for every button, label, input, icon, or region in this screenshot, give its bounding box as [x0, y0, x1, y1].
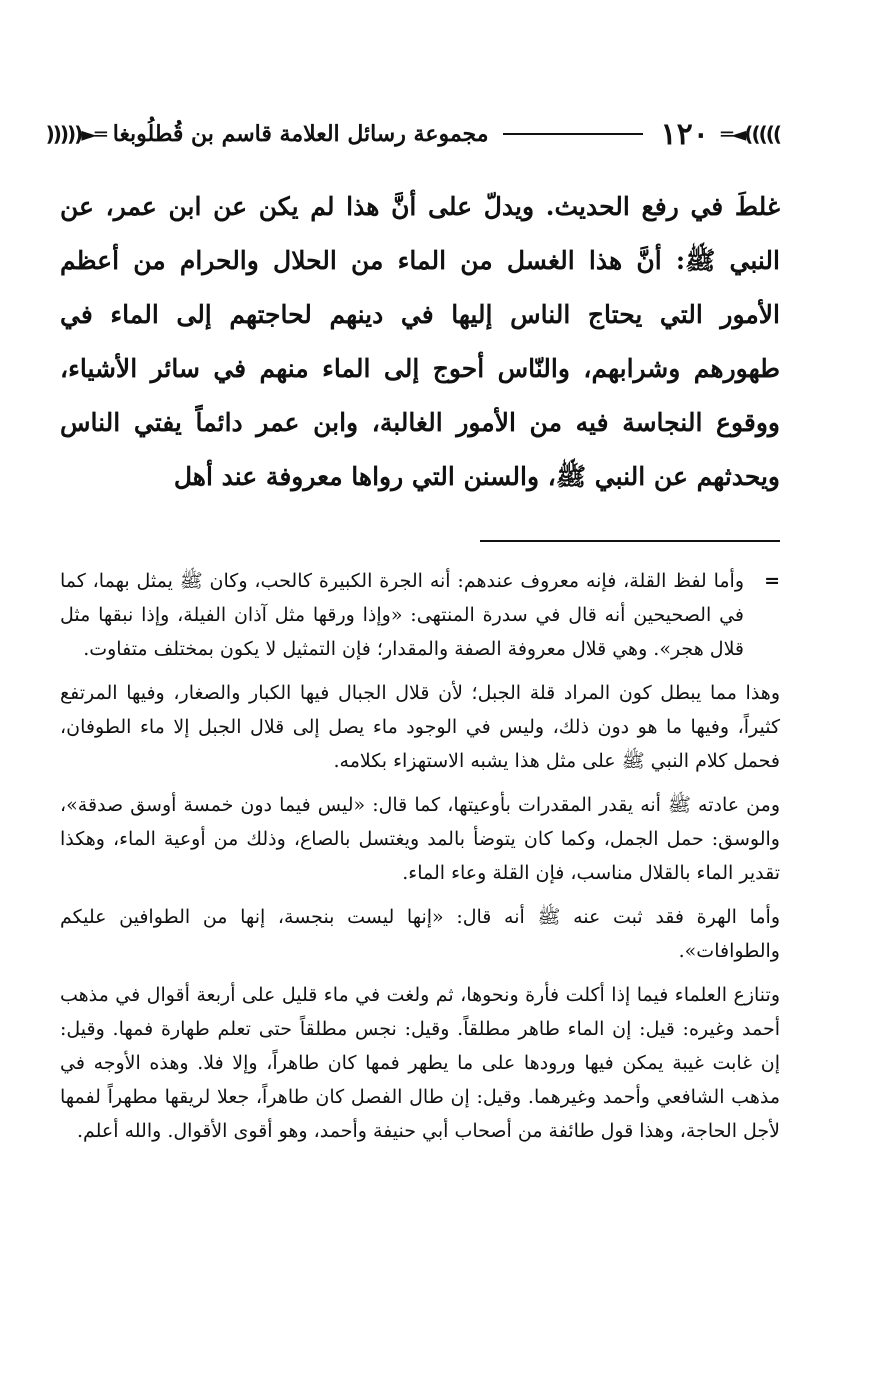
footnote-separator: [480, 540, 780, 542]
main-text: [60, 180, 780, 504]
ornament-left-icon: )))))►═: [45, 122, 105, 146]
continuation-mark: =: [764, 570, 780, 592]
footnote-paragraph: وهذا مما يبطل كون المراد قلة الجبل؛ لأن قلال الجبال فيها الكبار والصغار، وفيها المرتفع كثيراً، وفيها ما هو دون ذلك، وليس في الوجود ماء يصل إلى قلال الجبل إلا ماء الطوفان، فحمل كلام النبي ﷺ على مثل هذا يشبه الاستهزاء بكلامه.: [60, 682, 780, 772]
footnote-text: وأما لفظ القلة، فإنه معروف عندهم: أنه الجرة الكبيرة كالحب، وكان ﷺ يمثل بهما، كما في الصحيحين أنه قال في سدرة المنتهى: «وإذا ورقها مثل آذان الفيلة، وإذا نبقها مثل قلال هجر». وهي قلال معروفة الصفة والمقدار؛ فإن التمثيل لا يكون بمختلف متفاوت.: [60, 570, 744, 660]
footnote-paragraph: [60, 564, 780, 666]
footnotes: [60, 564, 780, 1148]
page-header: [45, 110, 780, 158]
header-rule: [503, 133, 643, 135]
footnote-paragraph: وأما الهرة فقد ثبت عنه ﷺ أنه قال: «إنها ليست بنجسة، إنها من الطوافين عليكم والطوافات».: [60, 906, 780, 962]
page-number: ١٢٠: [660, 116, 709, 152]
ornament-right-icon: ═◄(((((: [720, 122, 780, 146]
footnote-paragraph: ومن عادته ﷺ أنه يقدر المقدرات بأوعيتها، كما قال: «ليس فيما دون خمسة أوسق صدقة»، والوسق: حمل الجمل، وكما كان يتوضأ بالمد ويغتسل بالصاع، وذلك من أوعية الماء، وهكذا تقدير الماء بالقلال مناسب، فإن القلة وعاء الماء.: [60, 794, 780, 884]
footnote-paragraph: وتنازع العلماء فيما إذا أكلت فأرة ونحوها، ثم ولغت في ماء قليل على أربعة أقوال في مذهب أحمد وغيره: قيل: إن الماء طاهر مطلقاً. وقيل: نجس مطلقاً حتى تعلم طهارة فمها. وقيل: إن غابت غيبة يمكن فيها ورودها على ما يطهر فمها كان طاهراً، وإلا فلا. وهذه الأوجه في مذهب الشافعي وأحمد وغيرهما. وقيل: إن طال الفصل كان طاهراً، جعلا لريقها مطهراً لفمها لأجل الحاجة، وهذا قول طائفة من أصحاب أبي حنيفة وأحمد، وهو أقوى الأقوال. والله أعلم.: [60, 984, 780, 1142]
book-page: [45, 110, 780, 1158]
running-title: مجموعة رسائل العلامة قاسم بن قُطلُوبغا: [112, 121, 489, 147]
main-paragraph: غلطَ في رفع الحديث. ويدلّ على أنَّ هذا لم يكن عن ابن عمر، عن النبي ﷺ: أنَّ هذا الغسل من الماء من الحلال والحرام من أعظم الأمور التي يحتاج الناس إليها في دينهم لحاجتهم إلى الماء في طهورهم وشرابهم، والنّاس أحوج إلى الماء منهم في سائر الأشياء، ووقوع النجاسة فيه من الأمور الغالبة، وابن عمر دائماً يفتي الناس ويحدثهم عن النبي ﷺ، والسنن التي رواها معروفة عند أهل: [60, 192, 780, 491]
